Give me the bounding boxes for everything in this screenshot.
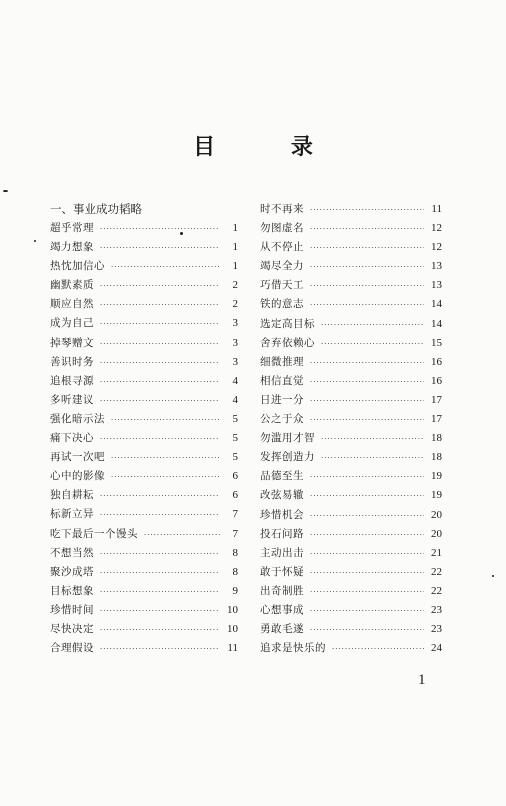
toc-entry xyxy=(260,200,442,219)
toc-entry-page: 7 xyxy=(232,508,238,521)
toc-entry-page: 3 xyxy=(232,355,238,368)
toc-entry-page: 4 xyxy=(232,393,238,406)
toc-entry xyxy=(50,391,238,410)
toc-entry-page: 4 xyxy=(232,374,238,387)
toc-entry-title: 选定高目标 xyxy=(260,317,315,330)
dot-leader xyxy=(100,602,220,621)
toc-entry xyxy=(260,620,442,639)
toc-entry-page: 2 xyxy=(232,279,238,292)
toc-entry-page: 22 xyxy=(431,565,442,578)
dot-leader xyxy=(310,354,424,373)
dot-leader xyxy=(321,449,424,468)
toc-entry-title: 出奇制胜 xyxy=(260,584,304,597)
toc-entry xyxy=(50,486,238,505)
toc-entry-title: 竭力想象 xyxy=(50,241,94,254)
toc-entry-title: 超乎常理 xyxy=(50,222,94,234)
toc-entry-page: 12 xyxy=(431,222,442,235)
dot-leader xyxy=(100,277,220,296)
toc-entry-title: 心中的影像 xyxy=(50,470,105,483)
page-title: 目 录 xyxy=(193,134,347,160)
toc-entry-title: 追求是快乐的 xyxy=(260,642,326,655)
dot-leader xyxy=(100,640,220,659)
toc-entry xyxy=(50,582,238,601)
toc-entry-title: 不想当然 xyxy=(50,546,94,559)
toc-entry-title: 日进一分 xyxy=(260,393,304,406)
dot-leader xyxy=(111,449,220,468)
toc-entry-page: 20 xyxy=(431,508,442,521)
dot-leader xyxy=(321,430,424,449)
toc-entry xyxy=(260,544,442,563)
toc-entry xyxy=(50,238,238,257)
dot-leader xyxy=(100,392,220,411)
dot-leader xyxy=(111,411,220,430)
toc-entry-title: 合理假设 xyxy=(50,642,94,655)
toc-entry xyxy=(50,448,238,467)
toc-entry-page: 23 xyxy=(431,603,442,616)
toc-entry-page: 5 xyxy=(232,412,238,425)
dot-leader xyxy=(310,583,424,602)
dot-leader xyxy=(111,258,220,277)
toc-entry-title: 细微推理 xyxy=(260,355,304,368)
toc-entry xyxy=(260,391,442,410)
toc-entry-title: 聚沙成塔 xyxy=(50,565,94,578)
toc-entry-title: 珍惜时间 xyxy=(50,603,94,616)
toc-entry xyxy=(260,334,442,353)
toc-entry xyxy=(260,639,442,658)
toc-entry xyxy=(50,314,238,333)
dot-leader xyxy=(310,201,424,220)
toc-entry-page: 6 xyxy=(232,489,238,502)
toc-entry xyxy=(260,448,442,467)
toc-entry-title: 改弦易辙 xyxy=(260,489,304,502)
dot-leader xyxy=(321,335,424,354)
toc-entry xyxy=(260,276,442,295)
toc-entry-title: 追根寻源 xyxy=(50,374,94,387)
toc-entry xyxy=(50,295,238,314)
dot-leader xyxy=(310,468,424,487)
dot-leader xyxy=(310,487,424,506)
toc-entry xyxy=(50,410,238,429)
dot-leader xyxy=(100,583,220,602)
toc-entry-page: 23 xyxy=(431,623,442,636)
toc-entry-title: 吃下最后一个馒头 xyxy=(50,527,138,540)
toc-entry-title: 善识时务 xyxy=(50,355,94,368)
toc-entry-page: 19 xyxy=(431,470,442,483)
dot-leader xyxy=(310,296,424,315)
toc-entry-title: 敢于怀疑 xyxy=(260,565,304,578)
dot-leader xyxy=(100,487,220,506)
toc-entry-page: 13 xyxy=(431,260,442,273)
toc-entry-title: 热忱加信心 xyxy=(50,260,105,273)
toc-entry xyxy=(50,467,238,486)
toc-entry-title: 勇敢毛遂 xyxy=(260,623,304,636)
toc-entry xyxy=(260,563,442,582)
dot-leader xyxy=(310,545,424,564)
toc-entry-title: 顺应自然 xyxy=(50,298,94,311)
toc-entry-title: 主动出击 xyxy=(260,546,304,559)
dot-leader xyxy=(310,220,424,239)
toc-entry-page: 10 xyxy=(227,622,238,635)
toc-entry-page: 18 xyxy=(431,432,442,445)
dot-leader xyxy=(100,621,220,640)
toc-left-column xyxy=(50,200,238,658)
toc-entry xyxy=(260,410,442,429)
toc-entry-page: 11 xyxy=(431,203,442,215)
toc-entry-page: 18 xyxy=(431,451,442,464)
toc-entry xyxy=(260,315,442,334)
dot-leader xyxy=(100,373,220,392)
toc-right-column xyxy=(260,200,442,658)
toc-entry-page: 12 xyxy=(431,241,442,254)
toc-entry xyxy=(50,620,238,639)
toc-entry-title: 勿滥用才智 xyxy=(260,432,315,445)
toc-entry-page: 11 xyxy=(227,642,238,655)
toc-entry-page: 24 xyxy=(431,642,442,655)
toc-entry-page: 15 xyxy=(431,336,442,349)
toc-entry-title: 时不再来 xyxy=(260,203,304,215)
toc-entry-page: 17 xyxy=(431,393,442,406)
toc-entry xyxy=(260,467,442,486)
toc-entry xyxy=(260,582,442,601)
toc-entry-page: 19 xyxy=(431,489,442,502)
toc-entry-page: 16 xyxy=(431,355,442,368)
toc-entry-title: 舍弃依赖心 xyxy=(260,336,315,349)
toc-entry-page: 5 xyxy=(232,432,238,445)
toc-entry xyxy=(50,525,238,544)
toc-entry xyxy=(260,295,442,314)
toc-entry-page: 13 xyxy=(431,279,442,292)
dot-leader xyxy=(100,315,220,334)
toc-entry-page: 9 xyxy=(232,584,238,597)
dot-leader xyxy=(100,296,220,315)
dot-leader xyxy=(100,564,220,583)
toc-entry-title: 再试一次吧 xyxy=(50,451,105,464)
toc-entry-page: 17 xyxy=(431,413,442,426)
toc-entry xyxy=(50,505,238,524)
dot-leader xyxy=(321,316,424,335)
dot-leader xyxy=(310,411,424,430)
scan-speck xyxy=(3,190,8,192)
toc-entry-title: 品德至生 xyxy=(260,470,304,483)
toc-entry xyxy=(260,506,442,525)
toc-entry xyxy=(50,563,238,582)
dot-leader xyxy=(144,526,220,545)
dot-leader xyxy=(100,430,220,449)
toc-entry-page: 21 xyxy=(431,546,442,559)
scan-speck xyxy=(180,232,183,235)
dot-leader xyxy=(100,545,220,564)
toc-entry xyxy=(50,639,238,658)
toc-entry-page: 10 xyxy=(227,603,238,616)
toc-entry-page: 7 xyxy=(232,527,238,540)
toc-entry-page: 1 xyxy=(232,241,238,254)
toc-entry-page: 22 xyxy=(431,584,442,597)
toc-entry xyxy=(50,334,238,353)
toc-entry-title: 尽快决定 xyxy=(50,622,94,635)
toc-entry-title: 竭尽全力 xyxy=(260,260,304,273)
toc-entry xyxy=(260,257,442,276)
toc-entry xyxy=(260,429,442,448)
scan-speck xyxy=(492,575,494,577)
toc-entry-page: 20 xyxy=(431,527,442,540)
toc-entry xyxy=(260,372,442,391)
toc-entry-page: 8 xyxy=(232,546,238,559)
toc-entry-title: 相信直觉 xyxy=(260,374,304,387)
toc-entry-title: 痛下决心 xyxy=(50,432,94,445)
dot-leader xyxy=(310,526,424,545)
dot-leader xyxy=(310,621,424,640)
toc-entry-title: 掉琴赠文 xyxy=(50,336,94,349)
dot-leader xyxy=(100,239,220,258)
toc-entry-title: 多听建议 xyxy=(50,393,94,406)
toc-entry xyxy=(50,219,238,238)
dot-leader xyxy=(100,354,220,373)
toc-entry-page: 3 xyxy=(232,336,238,349)
toc-entry-page: 14 xyxy=(431,317,442,330)
toc-right-list xyxy=(260,200,442,658)
toc-entry-title: 勿图虚名 xyxy=(260,222,304,235)
toc-entry xyxy=(50,276,238,295)
toc-entry-title: 从不停止 xyxy=(260,241,304,254)
toc-entry-page: 1 xyxy=(232,222,238,234)
dot-leader xyxy=(310,277,424,296)
dot-leader xyxy=(310,602,424,621)
toc-entry-title: 投石问路 xyxy=(260,527,304,540)
toc-entry xyxy=(260,601,442,620)
dot-leader xyxy=(310,258,424,277)
section-heading: 一、事业成功韬略 xyxy=(50,202,142,216)
toc-entry-title: 发挥创造力 xyxy=(260,451,315,464)
toc-entry-title: 公之于众 xyxy=(260,413,304,426)
toc-entry xyxy=(260,525,442,544)
dot-leader xyxy=(310,239,424,258)
dot-leader xyxy=(332,640,424,659)
dot-leader xyxy=(310,564,424,583)
toc-entry-title: 强化暗示法 xyxy=(50,412,105,425)
toc-entry xyxy=(260,486,442,505)
toc-entry xyxy=(260,219,442,238)
toc-entry-page: 14 xyxy=(431,298,442,311)
toc-entry xyxy=(50,353,238,372)
toc-entry-page: 6 xyxy=(232,470,238,483)
scan-speck xyxy=(34,240,36,242)
dot-leader xyxy=(100,220,220,239)
toc-entry-title: 心想事成 xyxy=(260,603,304,616)
toc-entry-title: 珍惜机会 xyxy=(260,508,304,521)
dot-leader xyxy=(111,468,220,487)
dot-leader xyxy=(310,392,424,411)
toc-entry-title: 标新立异 xyxy=(50,508,94,521)
toc-entry-title: 成为自己 xyxy=(50,317,94,330)
dot-leader xyxy=(310,373,424,392)
toc-entry xyxy=(260,353,442,372)
toc-entry-title: 巧借天工 xyxy=(260,279,304,292)
toc-entry-page: 1 xyxy=(232,260,238,273)
toc-entry xyxy=(50,429,238,448)
toc-entry-page: 5 xyxy=(232,451,238,464)
toc-entry xyxy=(50,544,238,563)
toc-entry-title: 铁的意志 xyxy=(260,298,304,311)
toc-entry-title: 独自耕耘 xyxy=(50,489,94,502)
toc-entry xyxy=(260,238,442,257)
dot-leader xyxy=(100,335,220,354)
dot-leader xyxy=(100,506,220,525)
toc-entry xyxy=(50,372,238,391)
toc-entry-page: 3 xyxy=(232,317,238,330)
toc-entry-title: 目标想象 xyxy=(50,584,94,597)
toc-entry-page: 2 xyxy=(232,298,238,311)
toc-entry-page: 16 xyxy=(431,374,442,387)
dot-leader xyxy=(310,507,424,526)
toc-entry-page: 8 xyxy=(232,565,238,578)
toc-left-list xyxy=(50,219,238,658)
toc-entry xyxy=(50,257,238,276)
toc-entry xyxy=(50,601,238,620)
toc-entry-title: 幽默素质 xyxy=(50,279,94,292)
page-number: 1 xyxy=(418,672,426,688)
